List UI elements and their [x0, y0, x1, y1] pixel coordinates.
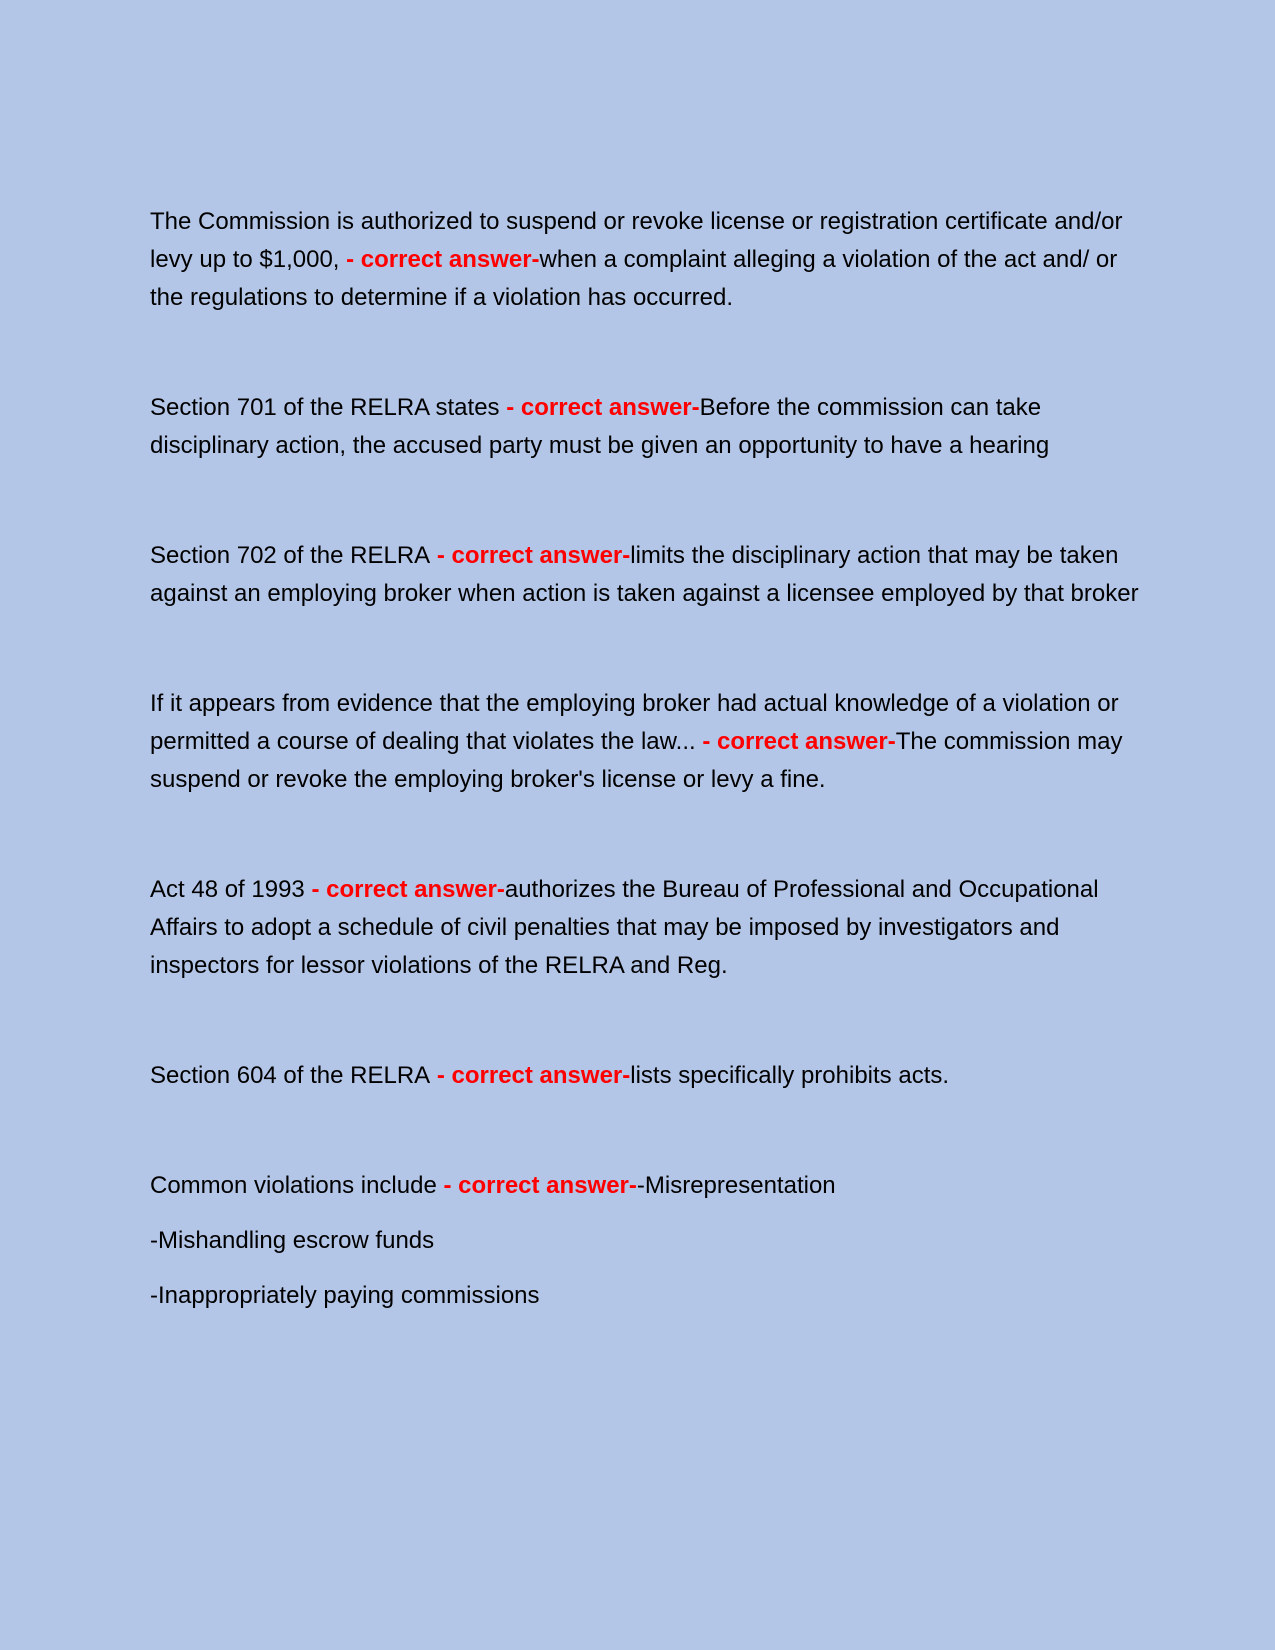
- answer-text: authorizes the Bureau of Professional and Occupational Affairs to adopt a schedule of civil penalties that may be imposed by investigators and inspectors for lessor violations of the RELRA and Reg.: [150, 876, 1099, 979]
- qa-item: [150, 1167, 1140, 1205]
- answer-text: The commission may suspend or revoke the employing broker's license or levy a fine.: [150, 728, 1123, 793]
- answer-text: lists specifically prohibits acts.: [630, 1062, 950, 1089]
- list-item: -Mishandling escrow funds: [150, 1227, 435, 1254]
- correct-answer-separator: - correct answer-: [304, 876, 505, 903]
- question-text: The Commission is authorized to suspend or revoke license or registration certificate and/or levy up to $1,000,: [150, 208, 1123, 273]
- answer-text: when a complaint alleging a violation of the act and/ or the regulations to determine if a violation has occurred.: [150, 246, 1118, 311]
- list-item: -Inappropriately paying commissions: [150, 1282, 540, 1309]
- qa-item: [150, 537, 1140, 613]
- qa-item: [150, 203, 1140, 317]
- correct-answer-separator: - correct answer-: [695, 728, 896, 755]
- answer-text: limits the disciplinary action that may be taken against an employing broker when action is taken against a licensee employed by that broker: [150, 542, 1139, 607]
- qa-item: [150, 1057, 1140, 1095]
- correct-answer-separator: - correct answer-: [436, 1172, 637, 1199]
- correct-answer-separator: - correct answer-: [430, 542, 631, 569]
- question-text: Section 702 of the RELRA: [150, 542, 431, 569]
- document-page: [150, 203, 1140, 1315]
- correct-answer-separator: - correct answer-: [339, 246, 540, 273]
- correct-answer-separator: - correct answer-: [430, 1062, 631, 1089]
- question-text: Section 701 of the RELRA states: [150, 394, 500, 421]
- correct-answer-separator: - correct answer-: [499, 394, 700, 421]
- qa-item: [150, 685, 1140, 799]
- answer-text: Before the commission can take disciplinary action, the accused party must be given an opportunity to have a hearing: [150, 394, 1050, 459]
- question-text: If it appears from evidence that the employing broker had actual knowledge of a violation or permitted a course of dealing that violates the law...: [150, 690, 1119, 755]
- qa-item: [150, 389, 1140, 465]
- question-text: Section 604 of the RELRA: [150, 1062, 431, 1089]
- question-text: Act 48 of 1993: [150, 876, 305, 903]
- qa-item: [150, 871, 1140, 985]
- answer-text: -Misrepresentation: [636, 1172, 836, 1199]
- question-text: Common violations include: [150, 1172, 437, 1199]
